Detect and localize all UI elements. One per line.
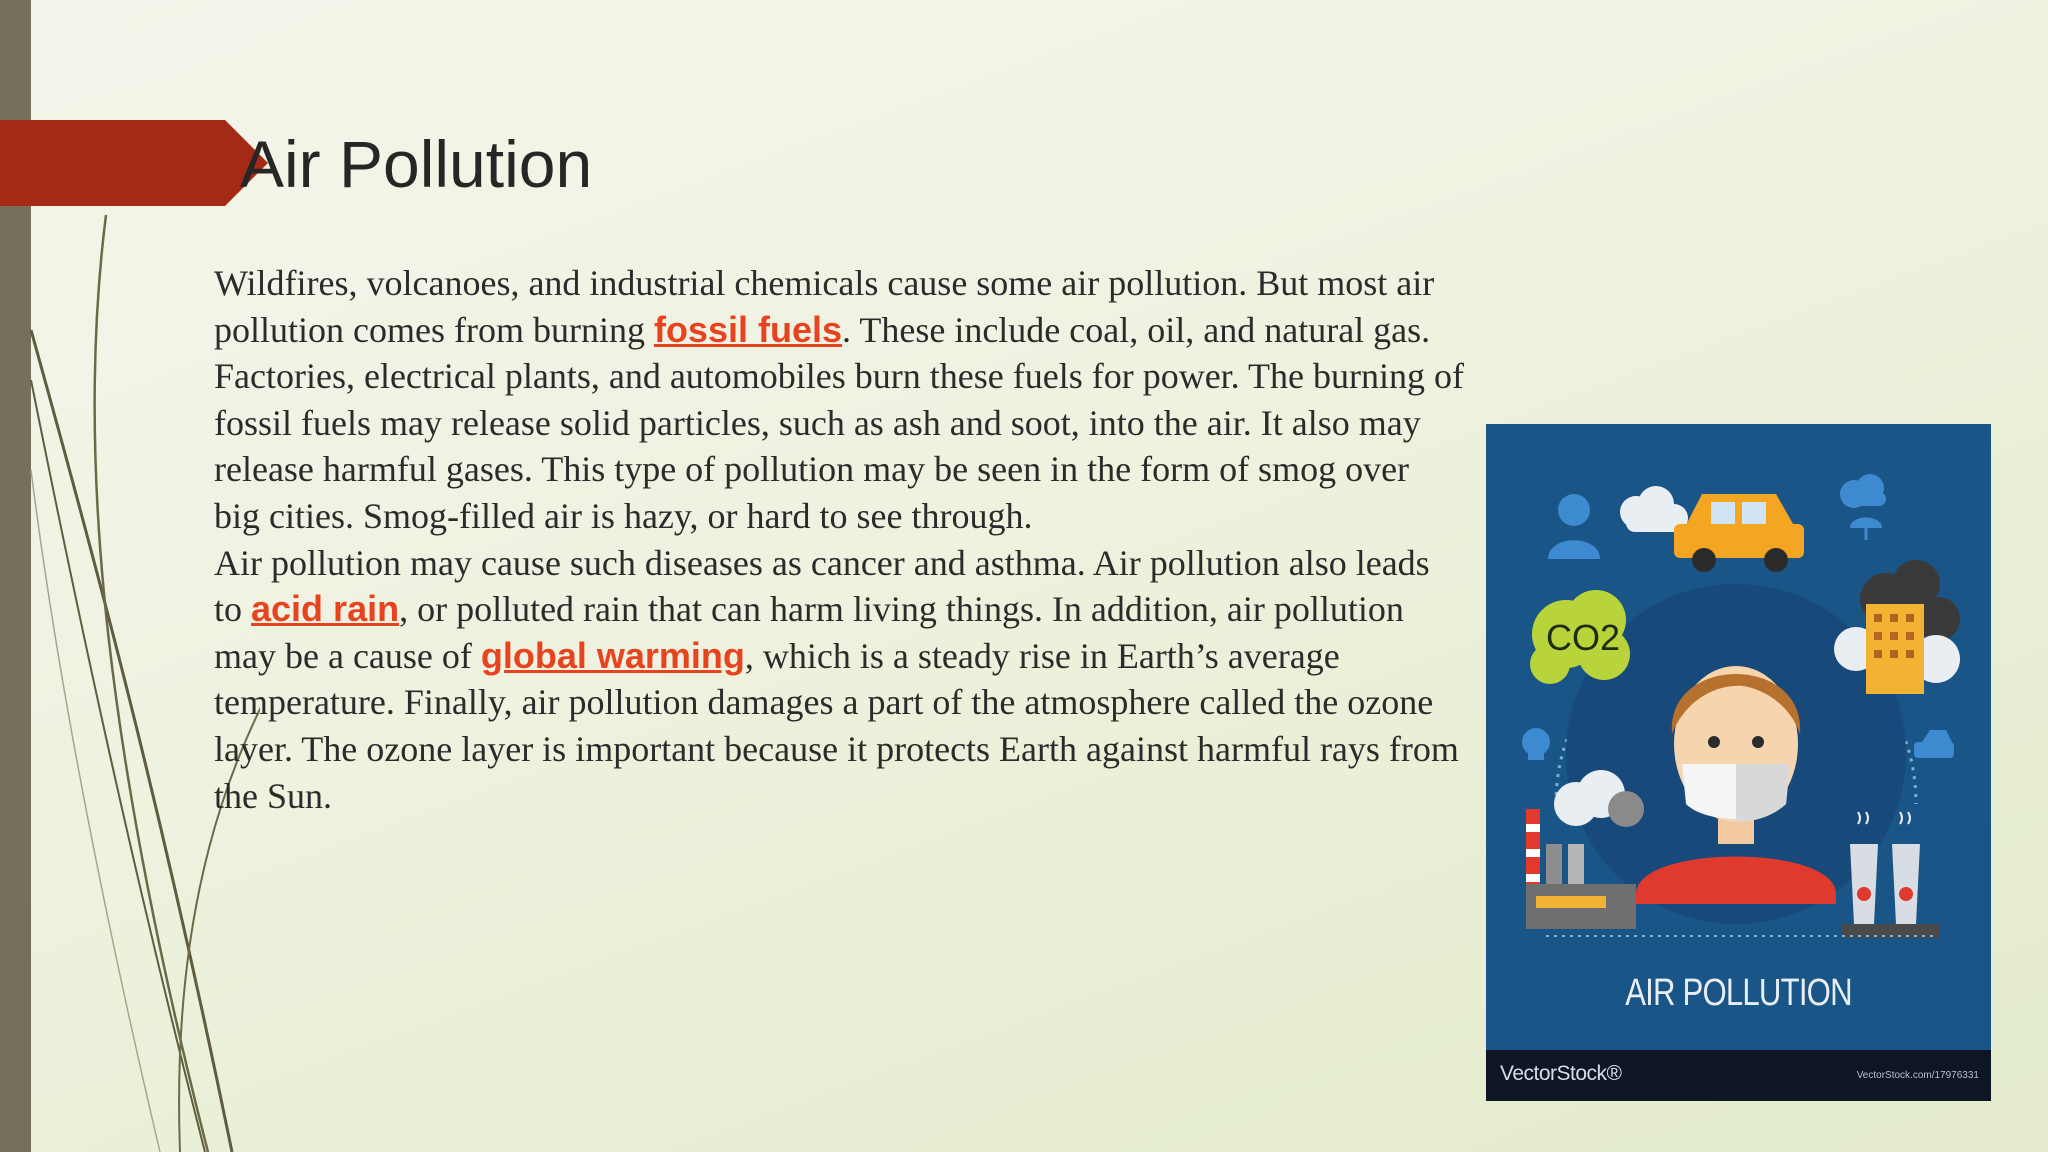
rain-cloud-icon	[1840, 474, 1886, 540]
paragraph-2-part-3: , which is a steady rise in Earth’s average temperature. Finally, air pollution damages a part of the atmosphere called the ozone layer. The ozone layer is important because it protects Earth against harmful rays from the Sun.	[214, 635, 1459, 816]
paragraph-1-part-2: . These include coal, oil, and natural gas. Factories, electrical plants, and automobiles burn these fuels for power. The burning of fossil fuels may release solid particles, such as ash and soot, into the air. It also may release harmful gases. This type of pollution may be seen in the form of smog over big cities. Smog-filled air is hazy, or hard to see through.	[214, 309, 1464, 536]
paragraph-1-part-1: Wildfires, volcanoes, and industrial chemicals cause some air pollution. But most air pollution comes from burning	[214, 263, 1435, 350]
paragraph-2-part-1: Air pollution may cause such diseases as cancer and asthma. Air pollution also leads to	[214, 542, 1430, 630]
car-icon	[1674, 494, 1804, 572]
co2-label: CO2	[1546, 617, 1621, 658]
person-icon	[1548, 494, 1600, 559]
global-warming-link[interactable]: global warming	[480, 634, 745, 676]
paragraph-2-part-2: , or polluted rain that can harm living things. In addition, air pollution may be a cause of	[214, 589, 1404, 676]
paragraph-1	[214, 260, 1464, 540]
illustration-caption: AIR POLLUTION	[1625, 972, 1852, 1014]
skull-icon	[1522, 728, 1550, 760]
vectorstock-url: VectorStock.com/17976331	[1856, 1070, 1979, 1081]
acid-rain-link[interactable]: acid rain	[251, 588, 400, 630]
small-car-icon	[1914, 730, 1954, 758]
paragraph-2	[214, 540, 1464, 820]
co2-cloud-icon	[1530, 590, 1630, 684]
illustration-footer	[1486, 1050, 1991, 1101]
air-pollution-illustration	[1486, 424, 1991, 1101]
slide-title: Air Pollution	[240, 127, 593, 201]
title-tab-marker	[0, 120, 270, 206]
illustration-graphics	[1486, 424, 1991, 1050]
vectorstock-logo: VectorStock®	[1500, 1062, 1622, 1085]
fossil-fuels-link[interactable]: fossil fuels	[653, 308, 843, 350]
slide-body	[214, 260, 1464, 819]
